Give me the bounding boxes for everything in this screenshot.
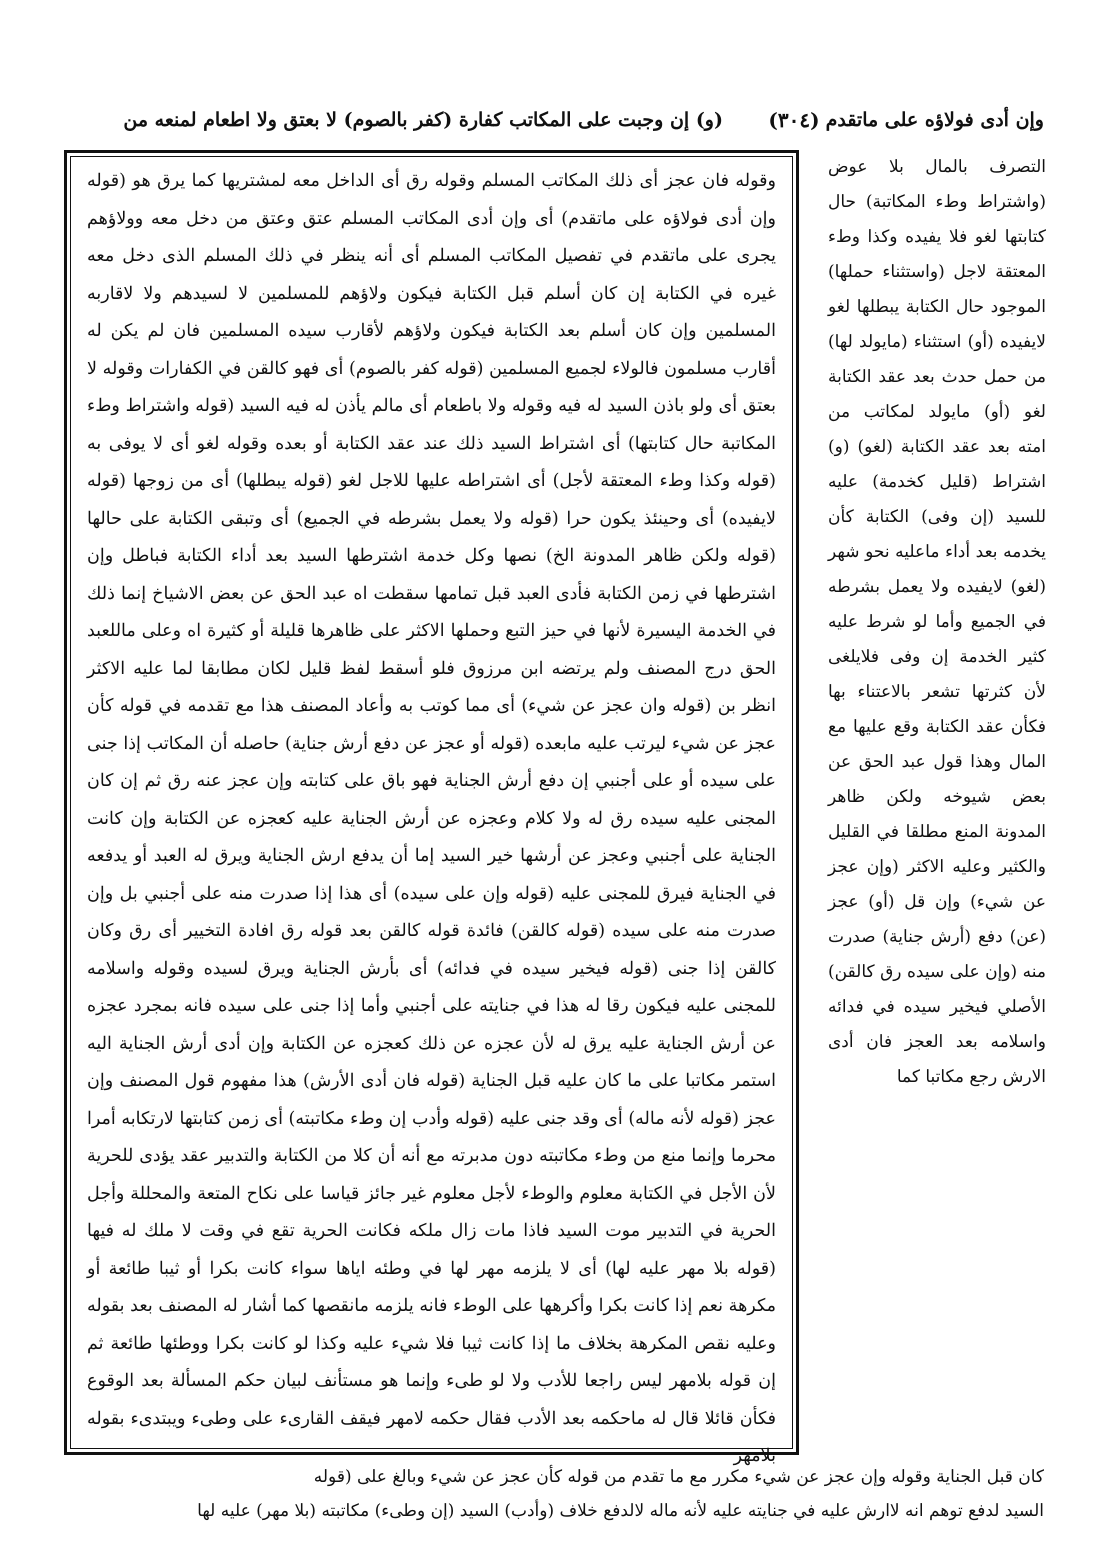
margin-text-column: [828, 150, 1046, 1450]
header-main-text: (و) إن وجبت على المكاتب كفارة (كفر بالصوم) لا بعتق ولا اطعام لمنعه من: [123, 109, 723, 131]
commentary-frame: [64, 150, 799, 1466]
margin-text: التصرف بالمال بلا عوض (واشتراط وطء المكاتبة) حال كتابتها لغو فلا يفيده وكذا وطء المعتقة لاجل (واستثناء حملها) الموجود حال الكتابة يبطلها لغو لايفيده (أو) استثناء (مايولد لها) من حمل حدث بعد عقد الكتابة لغو (أو) مايولد لمكاتب من امته بعد عقد الكتابة (لغو) (و) اشتراط (قليل كخدمة) عليه للسيد (إن وفى) الكتابة كأن يخدمه بعد أداء ماعليه نحو شهر (لغو) لايفيده ولا يعمل بشرطه في الجميع وأما لو شرط عليه كثير الخدمة إن وفى فلايلغى لأن كثرتها تشعر بالاعتناء بها فكأن عقد الكتابة وقع عليها مع المال وهذا قول عبد الحق عن بعض شيوخه ولكن ظاهر المدونة المنع مطلقا في القليل والكثير وعليه الاكثر (وإن عجز عن شيء) وإن قل (أو) عجز (عن) دفع (أرش جناية) صدرت منه (وإن على سيده رق كالقن) الأصلي فيخير سيده في فدائه واسلامه بعد العجز فان أدى الارش رجع مكاتبا كما: [828, 157, 1046, 1087]
page-number: (٣٠٤): [768, 108, 820, 132]
commentary-frame-inner: [70, 156, 793, 1466]
running-header: [84, 96, 1044, 144]
commentary-text: وقوله فان عجز أى ذلك المكاتب المسلم وقوله رق أى الداخل معه لمشتريها كما يرق هو (قوله وإن أدى فولاؤه على ماتقدم) أى وإن أدى المكاتب المسلم عتق وعتق من دخل معه وولاؤهم يجرى على ماتقدم في تفصيل المكاتب المسلم أى أنه ينظر في ذلك المسلم الذى دخل معه غيره في الكتابة إن كان أسلم قبل الكتابة فيكون ولاؤهم للمسلمين لا لسيدهم ولا لاقاربه المسلمين وإن كان أسلم بعد الكتابة فيكون ولاؤهم لأقارب سيده المسلمين فان لم يكن له أقارب مسلمون فالولاء لجميع المسلمين (قوله كفر بالصوم) أى فهو كالقن في الكفارات وقوله لا بعتق أى ولو باذن السيد له فيه وقوله ولا باطعام أى مالم يأذن له فيه السيد (قوله واشتراط وطء المكاتبة حال كتابتها) أى اشتراط السيد ذلك عند عقد الكتابة أو بعده وقوله لغو أى لا يوفى به (قوله وكذا وطء المعتقة لأجل) أى اشتراطه عليها للاجل لغو (قوله يبطلها) أى من زوجها (قوله لايفيده) أى وحينئذ يكون حرا (قوله ولا يعمل بشرطه في الجميع) أى وتبقى الكتابة على حالها (قوله ولكن ظاهر المدونة الخ) نصها وكل خدمة اشترطها السيد بعد أداء الكتابة فباطل وإن اشترطها في زمن الكتابة فأدى العبد قبل تمامها سقطت اه عبد الحق عن بعض الاشياخ إنما ذلك في الخدمة اليسيرة لأنها في حيز التبع وحملها الاكثر على ظاهرها قليلة أو كثيرة اه وعلى ماللعبد الحق درج المصنف ولم يرتضه ابن مرزوق فلو أسقط لفظ قليل لكان مطابقا لما عليه الاكثر انظر بن (قوله وان عجز عن شيء) أى مما كوتب به وأعاد المصنف هذا مع تقدمه في قوله كأن عجز عن شيء ليرتب عليه مابعده (قوله أو عجز عن دفع أرش جناية) حاصله أن المكاتب إذا جنى على سيده أو على أجنبي إن دفع أرش الجناية فهو باق على كتابته وإن عجز عنه رق ثم إن كان المجنى عليه سيده رق له ولا كلام وعجزه عن أرش الجناية عليه كعجزه عن الكتابة وإن كانت الجناية على أجنبي وعجز عن أرشها خير السيد إما أن يدفع ارش الجناية ويرق له العبد أو يدفعه في الجناية فيرق للمجنى عليه (قوله وإن على سيده) أى هذا إذا صدرت منه على أجنبي بل وإن صدرت منه على سيده (قوله كالقن) فائدة قوله كالقن بعد قوله رق افادة التخيير أى رق وكان كالقن إذا جنى (قوله فيخير سيده في فدائه) أى بأرش الجناية ويرق لسيده وقوله واسلامه للمجنى عليه فيكون رقا له هذا في جنايته على أجنبي وأما إذا جنى على سيده فانه بمجرد عجزه عن أرش الجناية عليه يرق له لأن عجزه عن ذلك كعجزه عن الكتابة وإن أدى أرش الجناية اليه استمر مكاتبا على ما كان عليه قبل الجناية (قوله فان أدى الأرش) هذا مفهوم قول المصنف وإن عجز (قوله لأنه ماله) أى وقد جنى عليه (قوله وأدب إن وطء مكاتبته) أى زمن كتابتها لارتكابه أمرا محرما وإنما منع من وطء مكاتبته دون مدبرته مع أنه أن كلا من الكتابة والتدبير عقد يؤدى للحرية لأن الأجل في الكتابة معلوم والوطء لأجل معلوم غير جائز قياسا على نكاح المتعة والمحللة وأجل الحرية في التدبير موت السيد فاذا مات زال ملكه فكانت الحرية تقع في وقت لا ملك له فيها (قوله بلا مهر عليه لها) أى لا يلزمه مهر لها في وطئه اياها سواء كانت بكرا أو ثيبا طائعة أو مكرهة نعم إذا كانت بكرا وأكرهها على الوطء فانه يلزمه مانقصها كما أشار له المصنف بعد بقوله وعليه نقص المكرهة بخلاف ما إذا كانت ثيبا فلا شيء عليه وكذا لو كانت بكرا ووطئها طائعة ثم إن قوله بلامهر ليس راجعا للأدب ولا لو طىء وإنما هو مستأنف لبيان حكم المسألة بعد الوقوع فكأن قائلا قال له ماحكمه بعد الأدب فقال حكمه لامهر فيقف القارىء على وطىء ويبتدىء بقوله بلامهر: [87, 171, 776, 1466]
bottom-line-2: السيد لدفع توهم انه لاارش عليه في جنايته عليه لأنه ماله لالدفع خلاف (وأدب) السيد (إن وطىء) مكاتبته (بلا مهر) عليه لها: [197, 1501, 1044, 1521]
header-right-text: وإن أدى فولاؤه على ماتقدم: [825, 109, 1044, 131]
bottom-text: [64, 1460, 1044, 1550]
bottom-line-1: كان قبل الجناية وقوله وإن عجز عن شيء مكرر مع ما تقدم من قوله كأن عجز عن شيء وبالغ على (قوله: [313, 1467, 1044, 1487]
